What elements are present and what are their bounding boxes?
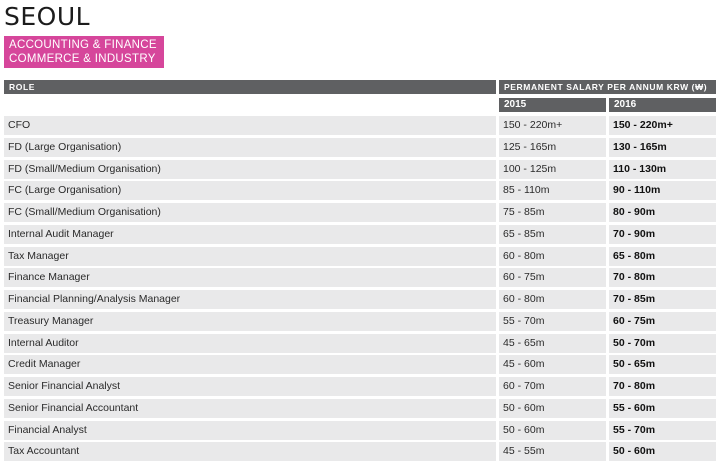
sector-line-1: ACCOUNTING & FINANCE [9, 39, 157, 51]
salary-2016-cell: 70 - 90m [609, 225, 716, 244]
salary-2016-cell: 70 - 80m [609, 377, 716, 396]
table-row [0, 312, 720, 331]
salary-2016-cell: 50 - 60m [609, 442, 716, 461]
salary-2016-cell: 150 - 220m+ [609, 116, 716, 135]
salary-2015-cell: 100 - 125m [499, 160, 606, 179]
role-cell: Finance Manager [4, 268, 496, 287]
salary-2016-cell: 110 - 130m [609, 160, 716, 179]
role-cell: Financial Planning/Analysis Manager [4, 290, 496, 309]
salary-2016-cell: 130 - 165m [609, 138, 716, 157]
salary-2015-cell: 45 - 55m [499, 442, 606, 461]
table-row [0, 290, 720, 309]
table-row [0, 377, 720, 396]
salary-2015-cell: 85 - 110m [499, 181, 606, 200]
role-cell: Internal Audit Manager [4, 225, 496, 244]
table-row [0, 247, 720, 266]
sector-badge [4, 36, 164, 68]
role-cell: Financial Analyst [4, 421, 496, 440]
salary-2016-cell: 80 - 90m [609, 203, 716, 222]
salary-2015-cell: 60 - 80m [499, 247, 606, 266]
table-row [0, 268, 720, 287]
salary-2016-cell: 50 - 65m [609, 355, 716, 374]
table-row [0, 442, 720, 461]
role-cell: Tax Accountant [4, 442, 496, 461]
table-row [0, 203, 720, 222]
salary-2015-cell: 60 - 70m [499, 377, 606, 396]
role-cell: Senior Financial Accountant [4, 399, 496, 418]
table-row [0, 181, 720, 200]
table-row [0, 399, 720, 418]
role-cell: FD (Large Organisation) [4, 138, 496, 157]
salary-2015-cell: 45 - 65m [499, 334, 606, 353]
role-cell: FD (Small/Medium Organisation) [4, 160, 496, 179]
role-cell: Treasury Manager [4, 312, 496, 331]
table-row [0, 160, 720, 179]
salary-2016-cell: 65 - 80m [609, 247, 716, 266]
table-row [0, 225, 720, 244]
city-title: SEOUL [4, 2, 91, 31]
salary-2016-cell: 70 - 85m [609, 290, 716, 309]
salary-2015-cell: 150 - 220m+ [499, 116, 606, 135]
role-cell: Internal Auditor [4, 334, 496, 353]
sector-line-2: COMMERCE & INDUSTRY [9, 53, 156, 65]
salary-2015-cell: 125 - 165m [499, 138, 606, 157]
salary-2016-cell: 70 - 80m [609, 268, 716, 287]
salary-2016-cell: 50 - 70m [609, 334, 716, 353]
table-row [0, 355, 720, 374]
table-row [0, 421, 720, 440]
role-cell: FC (Large Organisation) [4, 181, 496, 200]
salary-2015-cell: 55 - 70m [499, 312, 606, 331]
role-cell: Credit Manager [4, 355, 496, 374]
role-cell: Senior Financial Analyst [4, 377, 496, 396]
salary-2015-cell: 65 - 85m [499, 225, 606, 244]
salary-2015-cell: 60 - 75m [499, 268, 606, 287]
role-cell: CFO [4, 116, 496, 135]
salary-header: PERMANENT SALARY PER ANNUM KRW (₩) [499, 80, 716, 94]
salary-2016-cell: 60 - 75m [609, 312, 716, 331]
year-2016-header: 2016 [609, 98, 716, 112]
year-2015-header: 2015 [499, 98, 606, 112]
table-row [0, 116, 720, 135]
salary-2016-cell: 55 - 60m [609, 399, 716, 418]
role-header: ROLE [4, 80, 496, 94]
salary-2015-cell: 75 - 85m [499, 203, 606, 222]
table-row [0, 334, 720, 353]
salary-2015-cell: 45 - 60m [499, 355, 606, 374]
salary-2016-cell: 55 - 70m [609, 421, 716, 440]
table-row [0, 138, 720, 157]
role-cell: Tax Manager [4, 247, 496, 266]
salary-2015-cell: 50 - 60m [499, 399, 606, 418]
salary-2015-cell: 50 - 60m [499, 421, 606, 440]
role-cell: FC (Small/Medium Organisation) [4, 203, 496, 222]
salary-2015-cell: 60 - 80m [499, 290, 606, 309]
salary-2016-cell: 90 - 110m [609, 181, 716, 200]
